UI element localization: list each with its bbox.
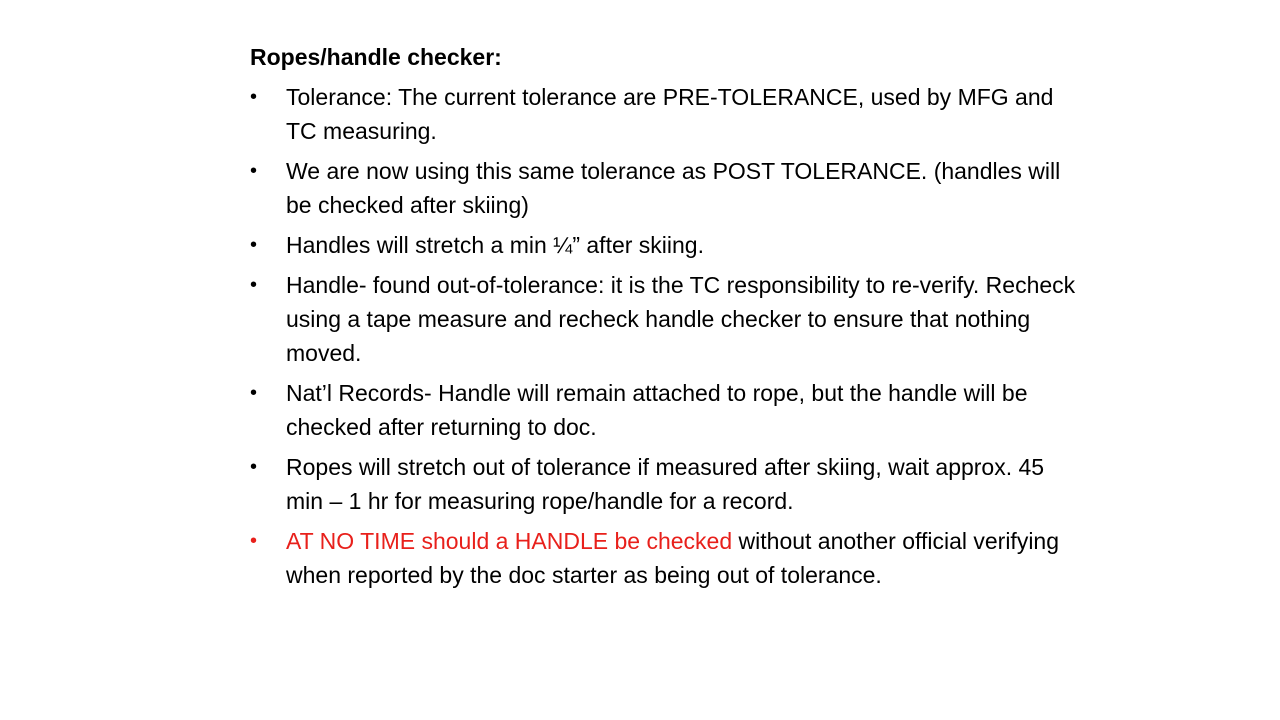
bullet-item-post-tolerance	[250, 154, 1080, 222]
bullet-text: Tolerance: The current tolerance are PRE-TOLERANCE, used by MFG and TC measuring.	[286, 84, 1054, 144]
bullet-item-rope-stretch	[250, 450, 1080, 518]
bullet-icon: •	[250, 530, 258, 552]
bullet-text: Handles will stretch a min ¼” after skiing.	[286, 232, 704, 258]
bullet-item-no-time	[250, 524, 1080, 592]
bullet-icon: •	[250, 86, 258, 108]
bullet-icon: •	[250, 274, 258, 296]
bullet-text: Ropes will stretch out of tolerance if measured after skiing, wait approx. 45 min – 1 hr for measuring rope/handle for a record.	[286, 454, 1045, 514]
bullet-item-national-records	[250, 376, 1080, 444]
bullet-item-tolerance	[250, 80, 1080, 148]
bullet-icon: •	[250, 456, 258, 478]
bullet-icon: •	[250, 382, 258, 404]
bullet-item-out-of-tolerance	[250, 268, 1080, 370]
slide-heading: Ropes/handle checker:	[250, 44, 502, 70]
bullet-text: Handle- found out-of-tolerance: it is the TC responsibility to re-verify. Recheck using a tape measure and recheck handle checker to ensure that nothing moved.	[286, 272, 1076, 366]
bullet-text: without another official verifying when reported by the doc starter as being out of tolerance.	[286, 528, 1060, 588]
bullet-list	[250, 80, 1080, 592]
bullet-highlight-text: AT NO TIME should a HANDLE be checked	[286, 528, 733, 554]
bullet-text: We are now using this same tolerance as POST TOLERANCE. (handles will be checked after skiing)	[286, 158, 1061, 218]
bullet-text: Nat’l Records- Handle will remain attached to rope, but the handle will be checked after returning to doc.	[286, 380, 1028, 440]
bullet-icon: •	[250, 234, 258, 256]
bullet-item-handle-stretch	[250, 228, 1080, 262]
slide-content	[250, 42, 1080, 598]
bullet-icon: •	[250, 160, 258, 182]
